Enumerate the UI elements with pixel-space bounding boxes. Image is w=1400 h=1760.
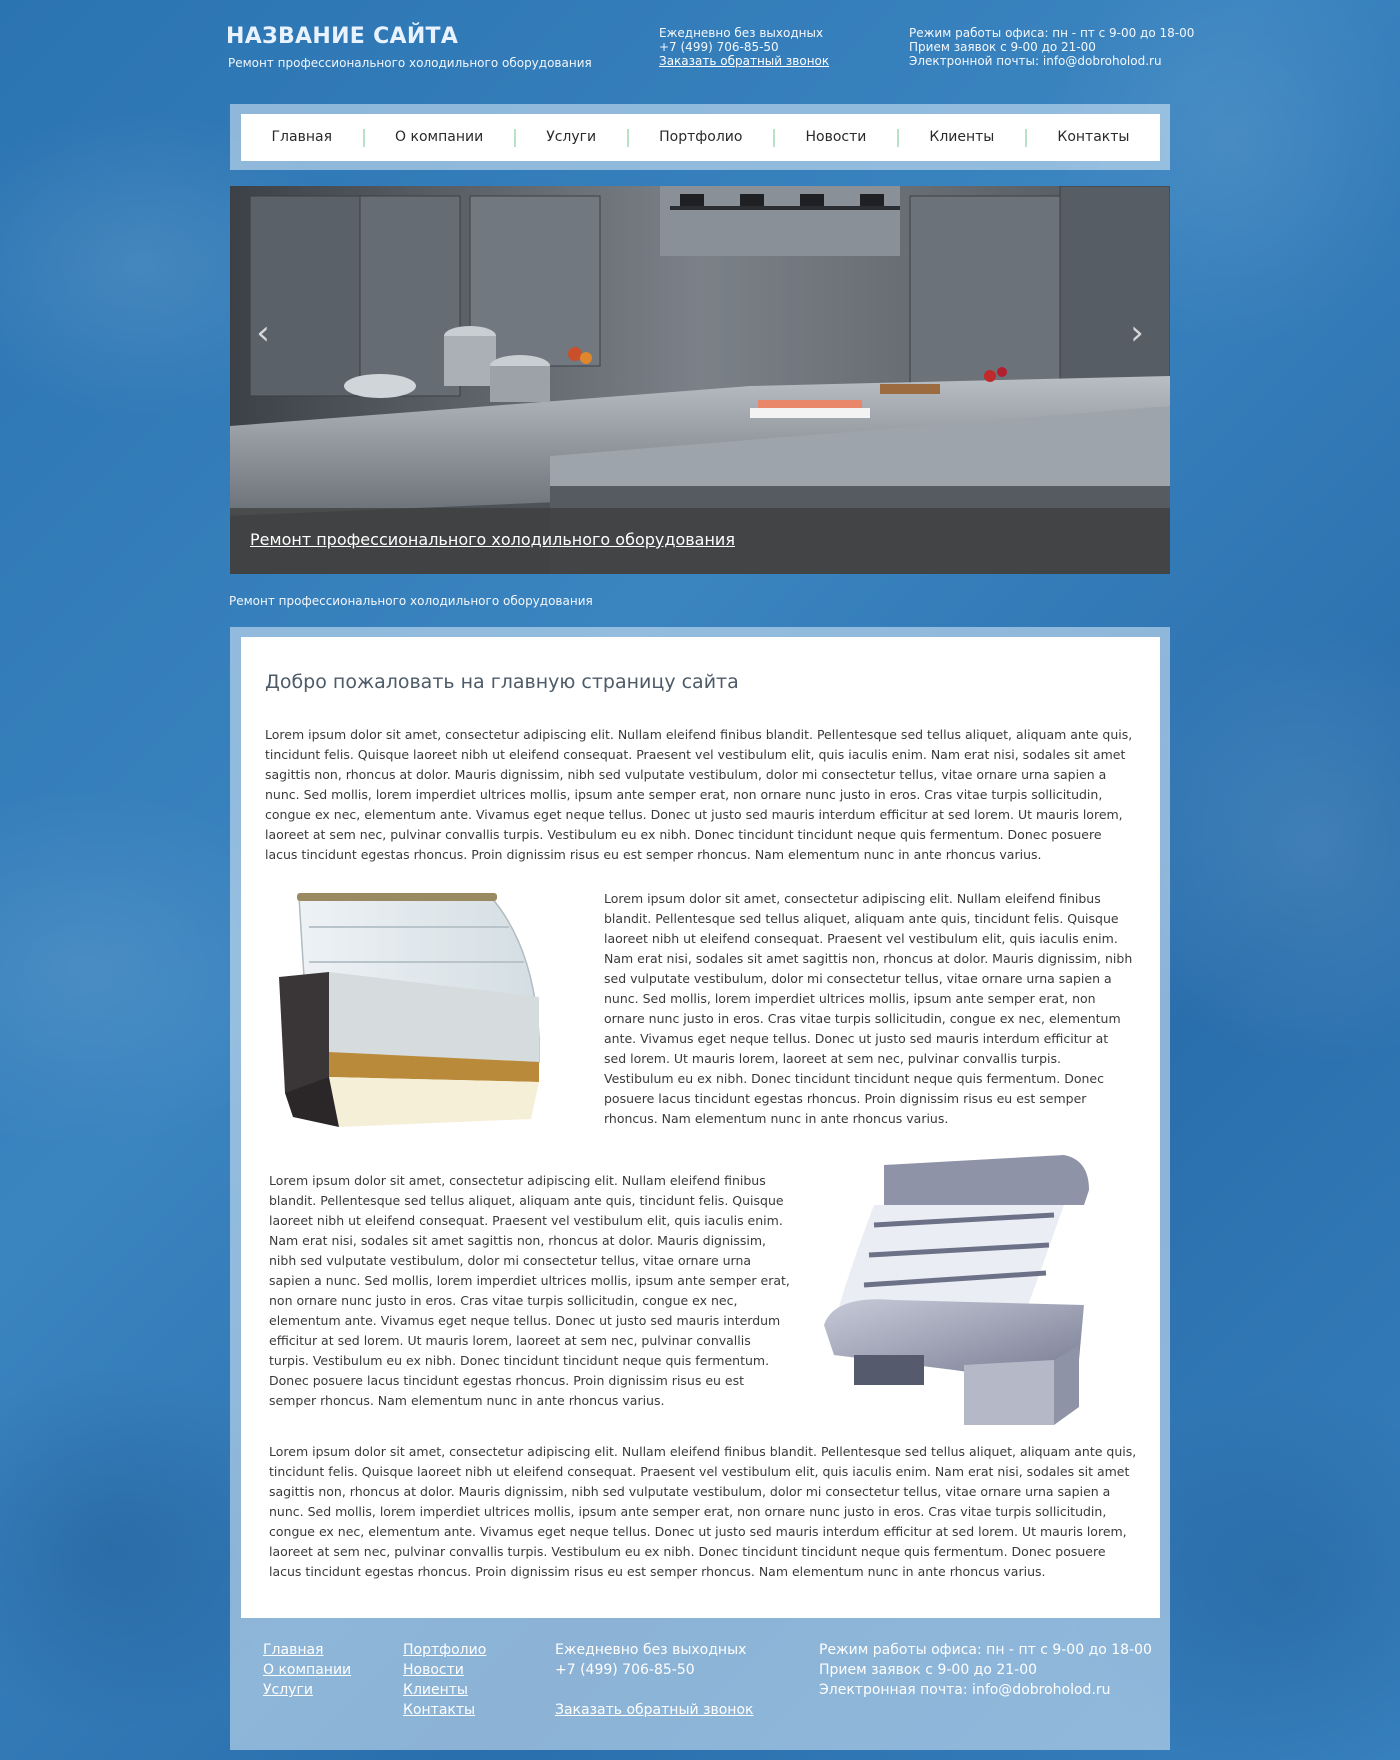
site-subtitle: Ремонт профессионального холодильного оборудования bbox=[228, 56, 592, 70]
nav-item-contacts[interactable]: Контакты bbox=[1057, 129, 1130, 145]
footer-office-hours: Режим работы офиса: пн - пт с 9-00 до 18-00 bbox=[819, 1642, 1152, 1658]
content-paragraph: Lorem ipsum dolor sit amet, consectetur adipiscing elit. Nullam eleifend finibus blandit. Pellentesque sed tellus aliquet, aliquam ante quis, tincidunt felis. Quisque laoreet nibh ut eleifend consequat. Praesent vel vestibulum elit, quis iaculis enim. Nam erat nisi, sodales sit amet sagittis non, rhoncus at dolor. Mauris dignissim, nibh sed vulputate vestibulum, dolor mi consectetur tellus, vitae ornare urna sapien a nunc. Sed mollis, lorem imperdiet ultrices mollis, ipsum ante semper erat, non ornare nunc justo in eros. Cras vitae turpis sollicitudin, congue ex nec, elementum ante. Vivamus eget neque tellus. Donec ut justo sed mauris interdum efficitur at sed lorem. Ut mauris lorem, laoreet at sem nec, pulvinar convallis turpis. Vestibulum eu ex nibh. Donec tincidunt tincidunt neque quis fermentum. Donec posuere lacus tincidunt egestas rhoncus. Proin dignissim risus eu est semper rhoncus. Nam elementum nunc in ante rhoncus varius. bbox=[604, 891, 1133, 1126]
footer-link-clients[interactable]: Клиенты bbox=[403, 1682, 468, 1698]
footer-callback-link[interactable]: Заказать обратный звонок bbox=[555, 1702, 754, 1718]
footer-schedule: Ежедневно без выходных bbox=[555, 1642, 747, 1658]
breadcrumb: Ремонт профессионального холодильного оборудования bbox=[229, 594, 593, 608]
content-paragraph: Lorem ipsum dolor sit amet, consectetur adipiscing elit. Nullam eleifend finibus blandit. Pellentesque sed tellus aliquet, aliquam ante quis, tincidunt felis. Quisque laoreet nibh ut eleifend consequat. Praesent vel vestibulum elit, quis iaculis enim. Nam erat nisi, sodales sit amet sagittis non, rhoncus at dolor. Mauris dignissim, nibh sed vulputate vestibulum, dolor mi consectetur tellus, vitae ornare urna sapien a nunc. Sed mollis, lorem imperdiet ultrices mollis, ipsum ante semper erat, non ornare nunc justo in eros. Cras vitae turpis sollicitudin, congue ex nec, elementum ante. Vivamus eget neque tellus. Donec ut justo sed mauris interdum efficitur at sed lorem. Ut mauris lorem, laoreet at sem nec, pulvinar convallis turpis. Vestibulum eu ex nibh. Donec tincidunt tincidunt neque quis fermentum. Donec posuere lacus tincidunt egestas rhoncus. Proin dignissim risus eu est semper rhoncus. Nam elementum nunc in ante rhoncus varius. bbox=[265, 727, 1133, 862]
header-contact bbox=[659, 26, 829, 68]
header-callback-link[interactable]: Заказать обратный звонок bbox=[659, 54, 830, 68]
nav-item-clients[interactable]: Клиенты bbox=[929, 129, 995, 145]
main-content bbox=[241, 637, 1160, 1618]
main-nav bbox=[241, 114, 1160, 161]
open-fridge-image bbox=[814, 1145, 1114, 1435]
header-phone[interactable]: +7 (499) 706-85-50 bbox=[659, 40, 779, 54]
slide-caption-bar bbox=[230, 508, 1170, 574]
footer-link-about[interactable]: О компании bbox=[263, 1662, 352, 1678]
display-case-image bbox=[269, 887, 549, 1137]
footer-office-info bbox=[819, 1640, 1152, 1700]
header-office-hours: Режим работы офиса: пн - пт с 9-00 до 18-00 bbox=[909, 26, 1195, 40]
footer-links-col2 bbox=[403, 1640, 486, 1720]
footer-phone[interactable]: +7 (499) 706-85-50 bbox=[555, 1662, 695, 1678]
nav-item-portfolio[interactable]: Портфолио bbox=[659, 129, 743, 145]
nav-item-services[interactable]: Услуги bbox=[546, 129, 597, 145]
slider-prev-icon[interactable]: ‹ bbox=[256, 313, 270, 353]
nav-item-about[interactable]: О компании bbox=[395, 129, 484, 145]
footer-contact bbox=[555, 1640, 753, 1720]
footer-link-home[interactable]: Главная bbox=[263, 1642, 324, 1658]
footer-link-news[interactable]: Новости bbox=[403, 1662, 464, 1678]
footer-link-services[interactable]: Услуги bbox=[263, 1682, 313, 1698]
content-paragraph: Lorem ipsum dolor sit amet, consectetur adipiscing elit. Nullam eleifend finibus blandit. Pellentesque sed tellus aliquet, aliquam ante quis, tincidunt felis. Quisque laoreet nibh ut eleifend consequat. Praesent vel vestibulum elit, quis iaculis enim. Nam erat nisi, sodales sit amet sagittis non, rhoncus at dolor. Mauris dignissim, nibh sed vulputate vestibulum, dolor mi consectetur tellus, vitae ornare urna sapien a nunc. Sed mollis, lorem imperdiet ultrices mollis, ipsum ante semper erat, non ornare nunc justo in eros. Cras vitae turpis sollicitudin, congue ex nec, elementum ante. Vivamus eget neque tellus. Donec ut justo sed mauris interdum efficitur at sed lorem. Ut mauris lorem, laoreet at sem nec, pulvinar convallis turpis. Vestibulum eu ex nibh. Donec tincidunt tincidunt neque quis fermentum. Donec posuere lacus tincidunt egestas rhoncus. Proin dignissim risus eu est semper rhoncus. Nam elementum nunc in ante rhoncus varius. bbox=[269, 1173, 790, 1408]
footer-email[interactable]: Электронная почта: info@dobroholod.ru bbox=[819, 1682, 1111, 1698]
hero-slider[interactable] bbox=[230, 186, 1170, 574]
nav-item-news[interactable]: Новости bbox=[805, 129, 867, 145]
header-requests-hours: Прием заявок с 9-00 до 21-00 bbox=[909, 40, 1096, 54]
header-email[interactable]: Электронной почты: info@dobroholod.ru bbox=[909, 54, 1162, 68]
nav-item-home[interactable]: Главная bbox=[271, 129, 332, 145]
header-schedule: Ежедневно без выходных bbox=[659, 26, 824, 40]
footer-links-col1 bbox=[263, 1640, 351, 1700]
footer-requests-hours: Прием заявок с 9-00 до 21-00 bbox=[819, 1662, 1038, 1678]
footer-link-portfolio[interactable]: Портфолио bbox=[403, 1642, 487, 1658]
slide-caption-link[interactable]: Ремонт профессионального холодильного оборудования bbox=[250, 530, 735, 549]
footer-link-contacts[interactable]: Контакты bbox=[403, 1702, 476, 1718]
content-paragraph: Lorem ipsum dolor sit amet, consectetur adipiscing elit. Nullam eleifend finibus blandit. Pellentesque sed tellus aliquet, aliquam ante quis, tincidunt felis. Quisque laoreet nibh ut eleifend consequat. Praesent vel vestibulum elit, quis iaculis enim. Nam erat nisi, sodales sit amet sagittis non, rhoncus at dolor. Mauris dignissim, nibh sed vulputate vestibulum, dolor mi consectetur tellus, vitae ornare urna sapien a nunc. Sed mollis, lorem imperdiet ultrices mollis, ipsum ante semper erat, non ornare nunc justo in eros. Cras vitae turpis sollicitudin, congue ex nec, elementum ante. Vivamus eget neque tellus. Donec ut justo sed mauris interdum efficitur at sed lorem. Ut mauris lorem, laoreet at sem nec, pulvinar convallis turpis. Vestibulum eu ex nibh. Donec tincidunt tincidunt neque quis fermentum. Donec posuere lacus tincidunt egestas rhoncus. Proin dignissim risus eu est semper rhoncus. Nam elementum nunc in ante rhoncus varius. bbox=[269, 1444, 1137, 1579]
header-office-info bbox=[909, 26, 1194, 68]
slider-next-icon[interactable]: › bbox=[1130, 313, 1144, 353]
site-header bbox=[0, 0, 1400, 100]
page-title: Добро пожаловать на главную страницу сайта bbox=[265, 671, 739, 693]
site-title[interactable]: НАЗВАНИЕ САЙТА bbox=[226, 24, 459, 49]
